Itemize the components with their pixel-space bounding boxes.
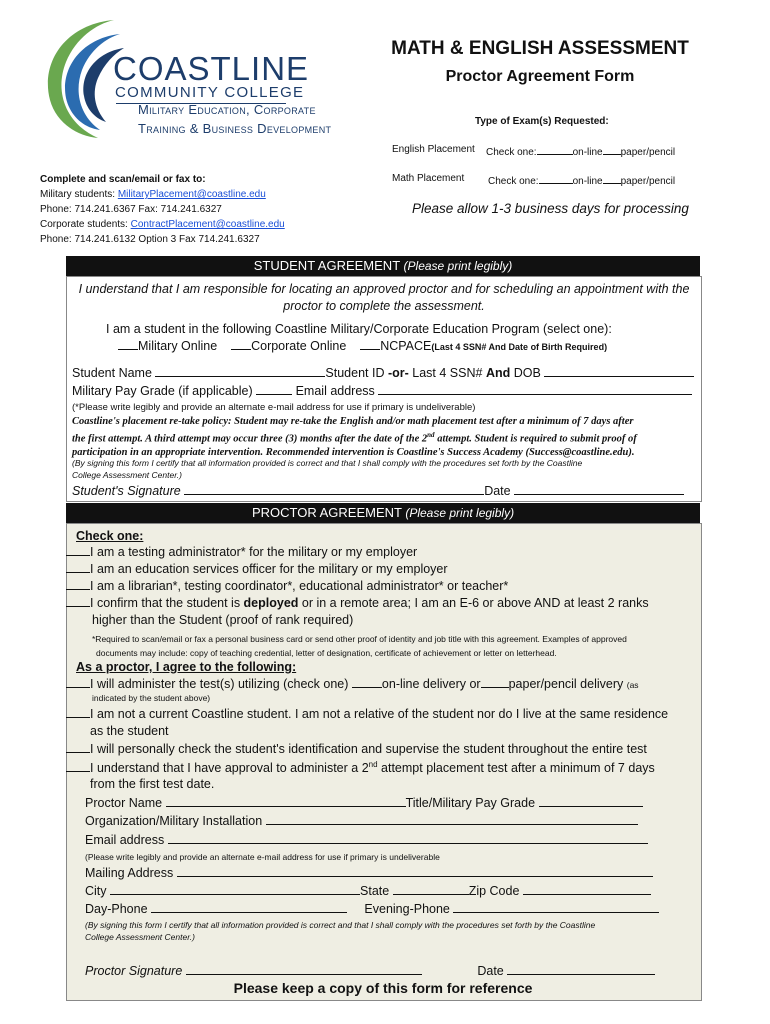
org-field[interactable] xyxy=(266,814,638,825)
student-alt-email-note: (*Please write legibly and provide an alternate e-mail address for use if primary is undeliverable) xyxy=(72,402,476,413)
state-field[interactable] xyxy=(393,884,469,895)
paygrade-row: Military Pay Grade (if applicable) Email address xyxy=(72,384,692,398)
math-check-row: Check one: on-line paper/pencil xyxy=(488,173,675,187)
math-paper-blank[interactable] xyxy=(603,173,621,184)
logo-name-line1: COASTLINE xyxy=(113,50,310,87)
mailing-row: Mailing Address xyxy=(85,866,653,880)
role3-checkbox[interactable] xyxy=(66,579,90,590)
proctor-signature-field[interactable] xyxy=(186,964,422,975)
logo-division-line2: Training & Business Development xyxy=(138,121,332,136)
corporate-online-checkbox[interactable] xyxy=(231,339,251,350)
english-placement-label: English Placement xyxy=(392,144,475,155)
agree2-continued: as the student xyxy=(90,724,169,738)
corporate-phone: Phone: 714.241.6132 Option 3 Fax 714.241.6327 xyxy=(40,234,260,245)
agree3-checkbox[interactable] xyxy=(66,742,90,753)
role1-row: I am a testing administrator* for the military or my employer xyxy=(66,545,417,559)
evephone-field[interactable] xyxy=(453,902,659,913)
corporate-label: Corporate students: xyxy=(40,219,128,230)
agree1-online-blank[interactable] xyxy=(352,677,382,688)
agree1-row: I will administer the test(s) utilizing (check one) on-line delivery or paper/pencil delivery (as xyxy=(66,677,639,691)
phone-row: Day-Phone Evening-Phone xyxy=(85,902,659,916)
logo-name-line2: COMMUNITY COLLEGE xyxy=(115,84,305,101)
student-name-row: Student Name Student ID -or- Last 4 SSN# And DOB xyxy=(72,366,694,380)
role4-continued: higher than the Student (proof of rank required) xyxy=(92,613,354,627)
military-email-link[interactable]: MilitaryPlacement@coastline.edu xyxy=(117,189,266,200)
student-dob-field[interactable] xyxy=(544,366,694,377)
student-date-field[interactable] xyxy=(514,484,684,495)
ncpace-checkbox[interactable] xyxy=(360,339,380,350)
role4-checkbox[interactable] xyxy=(66,596,90,607)
program-prompt: I am a student in the following Coastline Military/Corporate Education Program (select one): xyxy=(106,322,612,336)
agree1-checkbox[interactable] xyxy=(66,677,90,688)
agree4-checkbox[interactable] xyxy=(66,761,90,772)
student-name-field[interactable] xyxy=(155,366,325,377)
zip-field[interactable] xyxy=(523,884,651,895)
role4-row: I confirm that the student is deployed or in a remote area; I am an E-6 or above AND at least 2 ranks xyxy=(66,596,649,610)
math-online-blank[interactable] xyxy=(539,173,573,184)
role2-row: I am an education services officer for the military or my employer xyxy=(66,562,448,576)
agree3-row: I will personally check the student's identification and supervise the student throughout the entire test xyxy=(66,742,647,756)
mailing-field[interactable] xyxy=(177,866,653,877)
proctor-name-field[interactable] xyxy=(166,796,406,807)
proctor-title-field[interactable] xyxy=(539,796,643,807)
city-row: City State Zip Code xyxy=(85,884,651,898)
role2-checkbox[interactable] xyxy=(66,562,90,573)
contact-block xyxy=(40,172,285,247)
agree4-row: I understand that I have approval to administer a 2nd attempt placement test after a minimum of 7 days xyxy=(66,760,655,775)
form-title: MATH & ENGLISH ASSESSMENT xyxy=(391,38,689,59)
proctor-name-row: Proctor Name Title/Military Pay Grade xyxy=(85,796,643,810)
english-paper-blank[interactable] xyxy=(603,144,621,155)
student-signature-row: Student's Signature Date xyxy=(72,484,684,498)
contact-heading: Complete and scan/email or fax to: xyxy=(40,174,206,185)
proctor-footnote: *Required to scan/email or fax a personal business card or send other proof of identity and job title with this agreement. Examples of approved documents may include: copy of teaching credential, letter of designation, certificate of achievement or letter on letterhead. xyxy=(92,634,627,658)
keep-copy-note: Please keep a copy of this form for reference xyxy=(233,980,533,996)
proctor-email-row: Email address xyxy=(85,833,648,847)
agree4-continued: from the first test date. xyxy=(90,777,215,791)
org-row: Organization/Military Installation xyxy=(85,814,638,828)
exam-type-label: Type of Exam(s) Requested: xyxy=(475,116,609,127)
dayphone-field[interactable] xyxy=(151,902,347,913)
retake-policy: Coastline's placement re-take policy: Student may re-take the English and/or math placement test after a minimum of 7 days after the first attempt. A third attempt may occur three (3) months after the date of the 2nd attempt. Student is required to submit proof of participation in an appropriate intervention. Recommended intervention is Coastline's Success Academy (Success@coastline.edu). xyxy=(72,416,637,458)
proctor-agreement-bar: PROCTOR AGREEMENT (Please print legibly) xyxy=(66,503,700,523)
agree1-paper-blank[interactable] xyxy=(481,677,509,688)
logo-division-line1: Military Education, Corporate xyxy=(138,102,316,117)
student-certify: (By signing this form I certify that all information provided is correct and that I shall comply with the procedures set forth by the Coastline College Assessment Center.) xyxy=(72,458,583,480)
student-agreement-bar: STUDENT AGREEMENT (Please print legibly) xyxy=(66,256,700,276)
proctor-date-field[interactable] xyxy=(507,964,655,975)
corporate-email-link[interactable]: ContractPlacement@coastline.edu xyxy=(130,219,285,230)
agree2-checkbox[interactable] xyxy=(66,707,90,718)
proctor-certify: (By signing this form I certify that all information provided is correct and that I shall comply with the procedures set forth by the Coastline College Assessment Center.) xyxy=(85,920,596,942)
role1-checkbox[interactable] xyxy=(66,545,90,556)
military-online-checkbox[interactable] xyxy=(118,339,138,350)
program-options: Military Online Corporate Online NCPACE(Last 4 SSN# And Date of Birth Required) xyxy=(118,339,607,353)
form-subtitle: Proctor Agreement Form xyxy=(445,68,635,85)
agree-heading: As a proctor, I agree to the following: xyxy=(76,660,297,674)
agree1-note: indicated by the student above) xyxy=(92,693,211,703)
proctor-alt-email-note: (Please write legibly and provide an alternate e-mail address for use if primary is undeliverable xyxy=(85,852,440,862)
math-placement-label: Math Placement xyxy=(392,173,465,184)
role3-row: I am a librarian*, testing coordinator*, educational administrator* or teacher* xyxy=(66,579,508,593)
proctor-check-one: Check one: xyxy=(76,529,144,543)
english-check-row: Check one: on-line paper/pencil xyxy=(486,144,675,158)
military-phone: Phone: 714.241.6367 Fax: 714.241.6327 xyxy=(40,204,222,215)
city-field[interactable] xyxy=(110,884,360,895)
paygrade-field[interactable] xyxy=(256,384,292,395)
military-label: Military students: xyxy=(40,189,116,200)
proctor-signature-row: Proctor Signature Date xyxy=(85,964,655,978)
student-email-field[interactable] xyxy=(378,384,692,395)
student-signature-field[interactable] xyxy=(184,484,484,495)
processing-note: Please allow 1-3 business days for processing xyxy=(412,201,689,216)
proctor-email-field[interactable] xyxy=(168,833,648,844)
student-intro: I understand that I am responsible for locating an approved proctor and for scheduling an appointment with the proctor to complete the assessment. xyxy=(78,282,690,313)
agree2-row: I am not a current Coastline student. I am not a relative of the student nor do I live at the same residence xyxy=(66,707,668,721)
english-online-blank[interactable] xyxy=(537,144,573,155)
